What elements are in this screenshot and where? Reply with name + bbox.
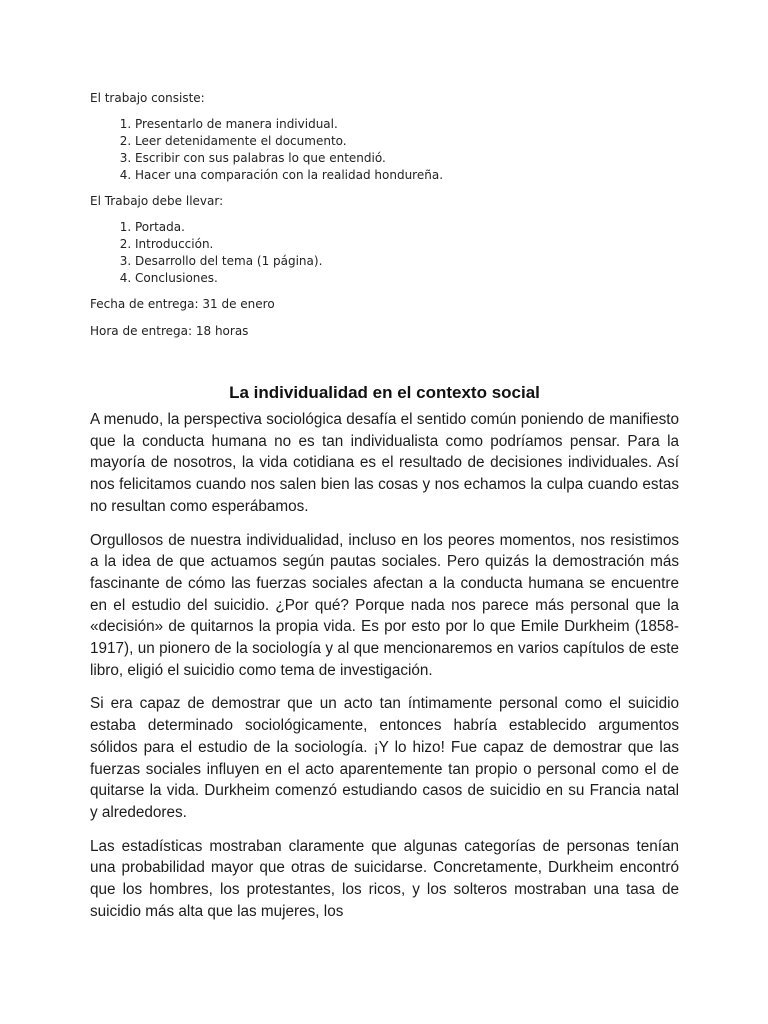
article-paragraph: Orgullosos de nuestra individualidad, incluso en los peores momentos, nos resistimos a la idea de que actuamos según pautas sociales. Pero quizás la demostración más fascinante de cómo las fuerzas sociales afectan a la conducta humana se encuentre en el estudio del suicidio. ¿Por qué? Porque nada nos parece más personal que la «decisión» de quitarnos la propia vida. Es por esto por lo que Emile Durkheim (1858- 1917), un pionero de la sociología y al que mencionaremos en varios capítulos de este libro, eligió el suicidio como tema de investigación. — [90, 531, 679, 679]
requirements-label: El Trabajo debe llevar: — [90, 194, 224, 208]
document-page — [90, 90, 679, 934]
requirement-item: 4. Conclusiones. — [135, 270, 679, 287]
article-paragraph: A menudo, la perspectiva sociológica desafía el sentido común poniendo de manifiesto que la conducta humana no es tan individualista como podríamos pensar. Para la mayoría de nosotros, la vida cotidiana es el resultado de decisiones individuales. Así nos felicitamos cuando nos salen bien las cosas y nos echamos la culpa cuando estas no resultan como esperábamos. — [90, 411, 679, 515]
article-paragraph: Si era capaz de demostrar que un acto tan íntimamente personal como el suicidio estaba determinado sociológicamente, entonces habría establecido argumentos sólidos para el estudio de la sociología. ¡Y lo hizo! Fue capaz de demostrar que las fuerzas sociales influyen en el acto aparentemente tan propio o personal como el de quitarse la vida. Durkheim comenzó estudiando casos de suicidio en su Francia natal y alrededores. — [90, 695, 679, 821]
due-date: Fecha de entrega: 31 de enero — [90, 297, 275, 311]
task-item: 4. Hacer una comparación con la realidad hondureña. — [135, 167, 679, 184]
article-paragraph: Las estadísticas mostraban claramente que algunas categorías de personas tenían una probabilidad mayor que otras de suicidarse. Concretamente, Durkheim encontró que los hombres, los protestantes, los ricos, y los solteros mostraban una tasa de suicidio más alta que las mujeres, los — [90, 837, 679, 920]
due-time: Hora de entrega: 18 horas — [90, 324, 249, 338]
task-item: 2. Leer detenidamente el documento. — [135, 133, 679, 150]
article-title: La individualidad en el contexto social — [229, 383, 540, 402]
requirement-item: 2. Introducción. — [135, 236, 679, 253]
task-item: 1. Presentarlo de manera individual. — [135, 116, 679, 133]
requirement-item: 1. Portada. — [135, 219, 679, 236]
requirements-list — [90, 219, 679, 287]
task-list — [90, 116, 679, 184]
assignment-intro-label: El trabajo consiste: — [90, 91, 205, 105]
requirement-item: 3. Desarrollo del tema (1 página). — [135, 253, 679, 270]
task-item: 3. Escribir con sus palabras lo que entendió. — [135, 150, 679, 167]
